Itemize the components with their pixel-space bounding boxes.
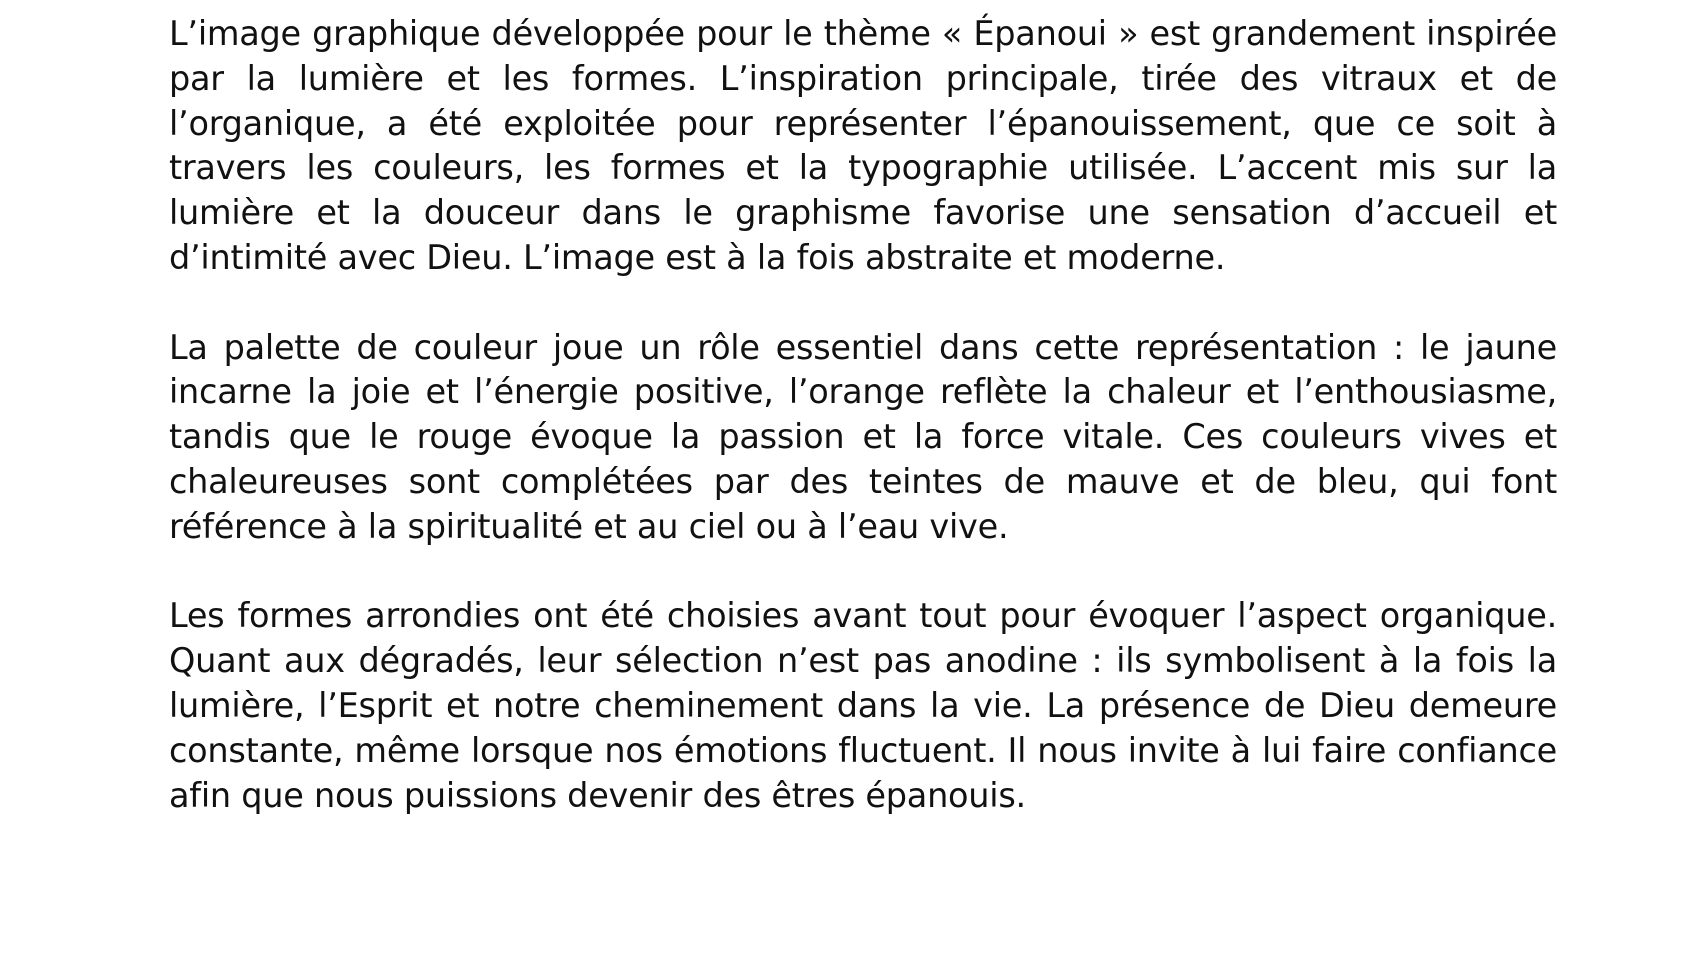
paragraph-graphic-image: L’image graphique développée pour le thème « Épanoui » est grandement inspirée par la lumière et les formes. L’inspiration principale, tirée des vitraux et de l’organique, a été exploitée pour représenter l’épanouissement, que ce soit à travers les couleurs, les formes et la typographie utilisée. L’accent mis sur la lumière et la douceur dans le graphisme favorise une sensation d’accueil et d’intimité avec Dieu. L’image est à la fois abstraite et moderne. (169, 14, 1557, 277)
paragraph-shapes-gradients: Les formes arrondies ont été choisies avant tout pour évoquer l’aspect organique. Quant aux dégradés, leur sélection n’est pas anodine : ils symbolisent à la fois la lumière, l’Esprit et notre cheminement dans la vie. La présence de Dieu demeure constante, même lorsque nos émotions fluctuent. Il nous invite à lui faire confiance afin que nous puissions devenir des êtres épanouis. (169, 596, 1557, 815)
paragraph-color-palette: La palette de couleur joue un rôle essentiel dans cette représentation : le jaune incarne la joie et l’énergie positive, l’orange reflète la chaleur et l’enthousiasme, tandis que le rouge évoque la passion et la force vitale. Ces couleurs vives et chaleureuses sont complétées par des teintes de mauve et de bleu, qui font référence à la spiritualité et au ciel ou à l’eau vive. (169, 327, 1557, 546)
body-text (169, 12, 1557, 818)
